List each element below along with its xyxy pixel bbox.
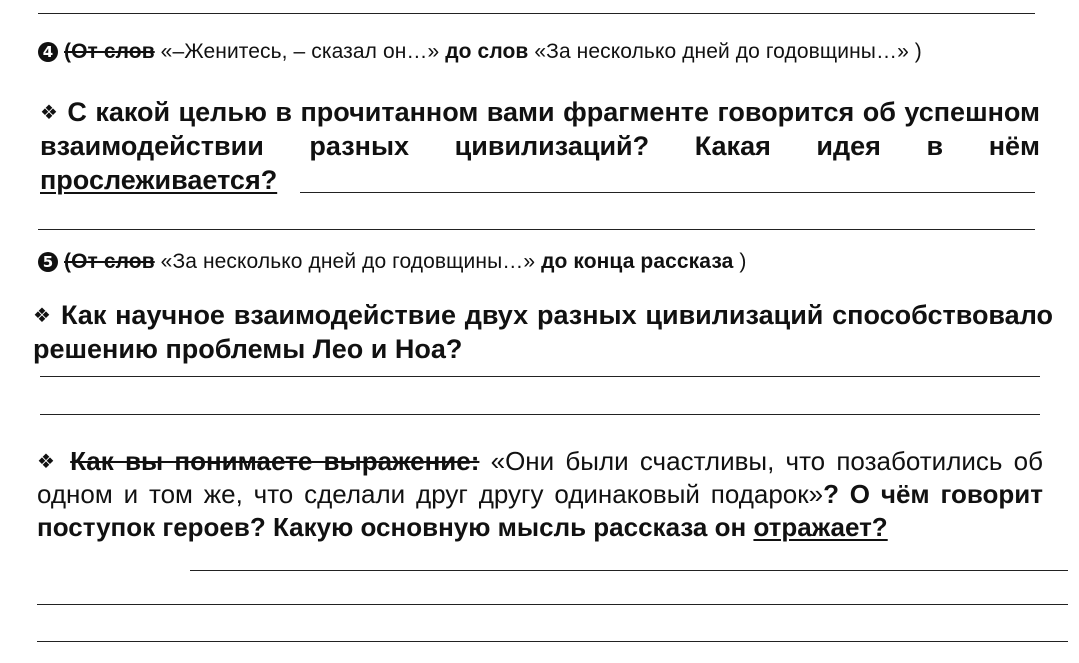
question-quote: «Они были счастливы, что позаботились об одном и том же, что сделали друг другу одинаковый подарок» [37,446,1043,509]
bullet-diamond-icon: ❖ [33,303,53,327]
question-lead: Как вы понимаете выражение: [70,446,480,476]
answer-line[interactable] [37,604,1068,605]
answer-line[interactable] [40,376,1040,377]
question-text-end: прослеживается? [40,165,278,195]
section-number-badge: 5 [38,252,58,272]
section-from-label: (От слов [64,250,155,273]
question-text: Как научное взаимодействие двух разных цивилизаций способствовало решению проблемы Лео и Ноа? [33,300,1053,364]
answer-line[interactable] [38,13,1035,14]
section-from-quote: «За несколько дней до годовщины…» [160,250,536,273]
answer-line[interactable] [40,414,1040,415]
question-text: ? О чём говорит поступок героев? Какую основную мысль рассказа он [37,479,1043,542]
bullet-diamond-icon: ❖ [37,449,59,473]
section-4-header [38,40,922,64]
answer-line[interactable] [190,570,1068,571]
bullet-diamond-icon: ❖ [40,100,59,124]
section-to-quote: «За несколько дней до годовщины…» ) [534,40,922,63]
question-6 [37,445,1043,544]
section-5-header [38,250,746,274]
section-from-label: (От слов [64,40,155,63]
section-to-label: до слов [445,40,529,63]
question-text: С какой целью в прочитанном вами фрагменте говорится об успешном взаимодействии разных цивилизаций? Какая идея в нём [40,97,1040,161]
section-close-paren: ) [739,250,747,273]
section-from-quote: «–Женитесь, – сказал он…» [160,40,440,63]
question-text-end: отражает? [753,512,888,542]
answer-line[interactable] [37,641,1068,642]
question-4 [40,95,1040,197]
question-5 [33,298,1053,366]
section-to-label: до конца рассказа [541,250,734,273]
answer-line[interactable] [38,229,1035,230]
section-number-badge: 4 [38,42,58,62]
